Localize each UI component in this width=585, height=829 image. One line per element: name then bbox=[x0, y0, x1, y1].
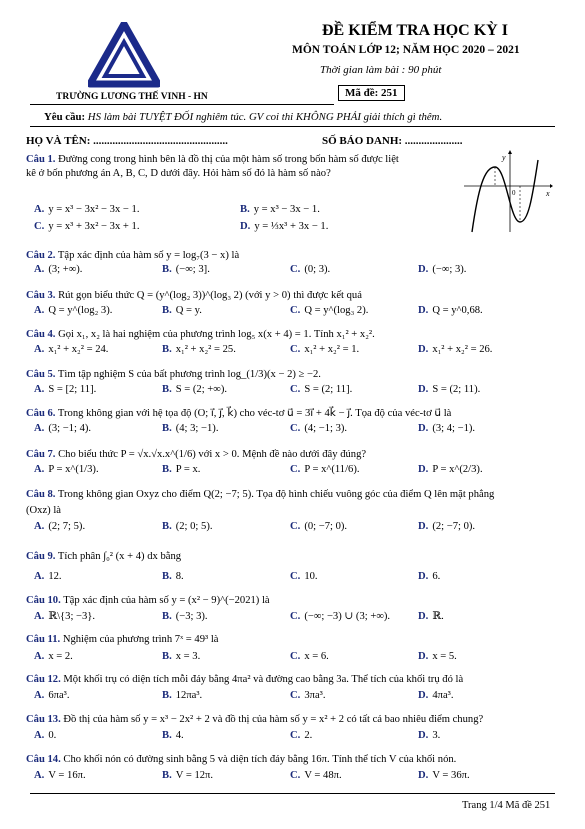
answer-text: (4; 3; −1). bbox=[175, 423, 219, 434]
divider-bottom bbox=[30, 793, 555, 794]
answer-text: (−∞; −3) ∪ (3; +∞). bbox=[304, 611, 391, 622]
answer-text: x₁² + x₂² = 24. bbox=[48, 344, 109, 355]
answer-option bbox=[418, 520, 475, 533]
answer-letter: B. bbox=[240, 204, 250, 215]
answer-text: 4. bbox=[175, 730, 184, 741]
answer-letter: D. bbox=[418, 571, 429, 582]
answer-letter: C. bbox=[290, 571, 301, 582]
answer-option bbox=[418, 263, 466, 276]
answer-letter: A. bbox=[34, 730, 45, 741]
answer-option bbox=[290, 304, 368, 317]
answer-option bbox=[34, 610, 95, 623]
answer-option bbox=[290, 769, 342, 782]
answer-option bbox=[162, 383, 227, 396]
answer-text: (−3; 3). bbox=[175, 611, 208, 622]
answer-letter: B. bbox=[162, 423, 172, 434]
answer-option bbox=[34, 304, 112, 317]
answer-option bbox=[162, 422, 218, 435]
answer-option bbox=[162, 520, 213, 533]
question-text: Tích phân ∫₀² (x + 4) dx bằng bbox=[57, 551, 182, 562]
answer-letter: B. bbox=[162, 611, 172, 622]
answer-text: V = 36π. bbox=[432, 770, 470, 781]
question-14 bbox=[26, 753, 456, 766]
question-3 bbox=[26, 289, 362, 302]
answer-letter: A. bbox=[34, 384, 45, 395]
question-2 bbox=[26, 249, 239, 262]
answer-text: y = x³ + 3x² − 3x + 1. bbox=[48, 221, 140, 232]
answer-text: (0; −7; 0). bbox=[304, 521, 348, 532]
answer-option bbox=[34, 463, 99, 476]
answer-text: 4πa³. bbox=[432, 690, 454, 701]
answer-option bbox=[162, 463, 200, 476]
answer-letter: D. bbox=[418, 611, 429, 622]
question-number: Câu 13. bbox=[26, 714, 61, 725]
answer-text: S = (2; +∞). bbox=[175, 384, 228, 395]
answer-option bbox=[290, 520, 347, 533]
answer-option bbox=[162, 570, 184, 583]
graph-origin-label: 0 bbox=[512, 189, 516, 197]
answer-text: Q = y^(log₂ 3). bbox=[48, 305, 113, 316]
answer-option bbox=[418, 769, 470, 782]
answer-option bbox=[418, 650, 457, 663]
answer-text: (3; 4; −1). bbox=[432, 423, 476, 434]
answer-text: x = 2. bbox=[48, 651, 73, 662]
answer-letter: C. bbox=[290, 464, 301, 475]
answer-text: 12πa³. bbox=[175, 690, 203, 701]
answer-text: (0; 3). bbox=[304, 264, 331, 275]
answer-letter: C. bbox=[290, 770, 301, 781]
question-6 bbox=[26, 407, 451, 420]
answer-letter: C. bbox=[290, 521, 301, 532]
answer-text: (2; 0; 5). bbox=[175, 521, 213, 532]
answer-option bbox=[34, 263, 82, 276]
answer-letter: B. bbox=[162, 730, 172, 741]
answer-text: S = (2; 11]. bbox=[304, 384, 353, 395]
question-text: Cho biểu thức P = √x.√x.x^(1/6) với x > 0. Mệnh đề nào dưới đây đúng? bbox=[58, 449, 367, 460]
answer-letter: B. bbox=[162, 651, 172, 662]
answer-text: V = 12π. bbox=[175, 770, 214, 781]
answer-text: x₁² + x₂² = 1. bbox=[304, 344, 360, 355]
school-name: TRƯỜNG LƯƠNG THẾ VINH - HN bbox=[56, 92, 208, 102]
answer-text: 0. bbox=[48, 730, 57, 741]
answer-option bbox=[418, 689, 454, 702]
answer-text: (2; −7; 0). bbox=[432, 521, 476, 532]
answer-letter: C. bbox=[290, 305, 301, 316]
requirement-label: Yêu cầu: bbox=[44, 111, 86, 123]
question-text: Rút gọn biểu thức Q = (y^(log₂ 3))^(log₃ 2) (với y > 0) thì được kết quả bbox=[58, 290, 362, 301]
question-7 bbox=[26, 448, 366, 461]
answer-option bbox=[418, 304, 483, 317]
question-number: Câu 9. bbox=[26, 551, 56, 562]
answer-option bbox=[290, 343, 359, 356]
question-text: Tập xác định của hàm số y = log₇(3 − x) là bbox=[57, 250, 240, 261]
graph-y-label: y bbox=[502, 153, 506, 162]
question-number: Câu 3. bbox=[26, 290, 56, 301]
answer-text: S = (2; 11). bbox=[432, 384, 481, 395]
page-footer: Trang 1/4 Mã đề 251 bbox=[462, 800, 551, 811]
answer-letter: C. bbox=[290, 730, 301, 741]
answer-text: x = 5. bbox=[432, 651, 457, 662]
answer-letter: B. bbox=[162, 264, 172, 275]
question-4 bbox=[26, 328, 375, 341]
q1-graph bbox=[462, 150, 554, 234]
answer-text: 12. bbox=[48, 571, 62, 582]
answer-option bbox=[34, 769, 86, 782]
answer-option bbox=[162, 304, 202, 317]
question-number: Câu 2. bbox=[26, 250, 56, 261]
question-number: Câu 12. bbox=[26, 674, 61, 685]
answer-option bbox=[418, 570, 440, 583]
question-text: Trong không gian với hệ tọa độ (O; i⃗, j⃗, k⃗) cho véc-tơ u⃗ = 3i⃗ + 4k⃗ − j⃗. Tọa độ của véc-tơ u⃗ là bbox=[57, 408, 452, 419]
answer-text: (3; −1; 4). bbox=[48, 423, 92, 434]
answer-letter: C. bbox=[290, 264, 301, 275]
exam-subtitle: MÔN TOÁN LỚP 12; NĂM HỌC 2020 – 2021 bbox=[292, 44, 520, 56]
question-text: Một khối trụ có diện tích mỗi đáy bằng 4πa² và đường cao bằng 3a. Thể tích của khối trụ đó là bbox=[63, 674, 464, 685]
question-8 bbox=[26, 488, 494, 501]
question-9 bbox=[26, 550, 181, 563]
answer-letter: D. bbox=[418, 464, 429, 475]
answer-letter: B. bbox=[162, 384, 172, 395]
answer-option bbox=[34, 729, 56, 742]
answer-text: x₁² + x₂² = 25. bbox=[175, 344, 236, 355]
answer-option bbox=[162, 729, 184, 742]
answer-option bbox=[162, 343, 236, 356]
school-logo bbox=[88, 22, 160, 88]
question-text: Gọi x₁, x₂ là hai nghiệm của phương trình log₅ x(x + 4) = 1. Tính x₁² + x₂². bbox=[58, 329, 375, 340]
question-number: Câu 6. bbox=[26, 408, 56, 419]
answer-text: S = [2; 11]. bbox=[48, 384, 97, 395]
answer-text: P = x^(2/3). bbox=[432, 464, 483, 475]
answer-option bbox=[34, 570, 62, 583]
question-number: Câu 5. bbox=[26, 369, 56, 380]
answer-option bbox=[418, 383, 480, 396]
question-text: Cho khối nón có đường sinh bằng 5 và diện tích đáy bằng 16π. Tính thể tích V của khối nón. bbox=[63, 754, 457, 765]
answer-text: (2; 7; 5). bbox=[48, 521, 86, 532]
answer-text: (−∞; 3]. bbox=[175, 264, 210, 275]
answer-letter: B. bbox=[162, 464, 172, 475]
answer-letter: D. bbox=[240, 221, 251, 232]
answer-option bbox=[290, 570, 318, 583]
answer-text: ℝ. bbox=[432, 611, 444, 622]
answer-letter: D. bbox=[418, 651, 429, 662]
answer-letter: D. bbox=[418, 770, 429, 781]
answer-letter: D. bbox=[418, 690, 429, 701]
question-number: Câu 8. bbox=[26, 489, 56, 500]
requirement-text: HS làm bài TUYỆT ĐỐI nghiêm túc. GV coi thi KHÔNG PHẢI giải thích gì thêm. bbox=[87, 111, 443, 123]
answer-text: V = 16π. bbox=[48, 770, 86, 781]
answer-text: (3; +∞). bbox=[48, 264, 83, 275]
question-number: Câu 4. bbox=[26, 329, 56, 340]
answer-text: Q = y^0,68. bbox=[432, 305, 483, 316]
answer-letter: C. bbox=[290, 611, 301, 622]
answer-text: P = x^(1/3). bbox=[48, 464, 99, 475]
answer-text: V = 48π. bbox=[304, 770, 342, 781]
answer-text: P = x. bbox=[175, 464, 201, 475]
answer-option bbox=[418, 343, 492, 356]
answer-text: x = 3. bbox=[175, 651, 201, 662]
answer-letter: A. bbox=[34, 611, 45, 622]
question-text: Đường cong trong hình bên là đồ thị của một hàm số trong bốn hàm số được liệt bbox=[58, 154, 399, 165]
requirement-line bbox=[44, 111, 442, 123]
answer-option bbox=[240, 203, 320, 216]
exam-time: Thời gian làm bài : 90 phút bbox=[320, 64, 442, 76]
question-text-cont: kê ở bốn phương án A, B, C, D dưới đây. Hỏi hàm số đó là hàm số nào? bbox=[26, 168, 331, 179]
answer-letter: D. bbox=[418, 384, 429, 395]
answer-option bbox=[418, 463, 483, 476]
answer-letter: C. bbox=[290, 690, 301, 701]
answer-letter: A. bbox=[34, 521, 45, 532]
answer-letter: A. bbox=[34, 305, 45, 316]
answer-letter: A. bbox=[34, 571, 45, 582]
answer-text: y = ⅓x³ + 3x − 1. bbox=[254, 221, 329, 232]
answer-letter: B. bbox=[162, 690, 172, 701]
answer-option bbox=[418, 610, 444, 623]
question-number: Câu 1. bbox=[26, 154, 56, 165]
answer-letter: A. bbox=[34, 651, 45, 662]
answer-letter: B. bbox=[162, 571, 172, 582]
question-1 bbox=[26, 153, 399, 166]
sbd-field: SỐ BÁO DANH: ..................... bbox=[322, 135, 463, 147]
question-13 bbox=[26, 713, 483, 726]
answer-option bbox=[162, 650, 200, 663]
answer-text: P = x^(11/6). bbox=[304, 464, 360, 475]
answer-option bbox=[34, 520, 85, 533]
answer-text: 3πa³. bbox=[304, 690, 326, 701]
answer-option bbox=[162, 689, 202, 702]
answer-letter: A. bbox=[34, 464, 45, 475]
answer-option bbox=[290, 383, 352, 396]
answer-option bbox=[240, 220, 328, 233]
answer-option bbox=[162, 610, 208, 623]
answer-letter: A. bbox=[34, 690, 45, 701]
answer-text: 6πa³. bbox=[48, 690, 70, 701]
answer-option bbox=[290, 610, 390, 623]
answer-text: (−∞; 3). bbox=[432, 264, 467, 275]
answer-option bbox=[290, 650, 329, 663]
answer-letter: B. bbox=[162, 770, 172, 781]
answer-letter: B. bbox=[162, 344, 172, 355]
question-11 bbox=[26, 633, 218, 646]
answer-option bbox=[162, 263, 210, 276]
question-text: Đồ thị của hàm số y = x³ − 2x² + 2 và đồ thị của hàm số y = x² + 2 có tất cả bao nhiêu điểm chung? bbox=[63, 714, 484, 725]
answer-option bbox=[290, 263, 330, 276]
graph-x-label: x bbox=[546, 189, 550, 198]
question-10 bbox=[26, 594, 270, 607]
answer-option bbox=[162, 769, 213, 782]
question-number: Câu 10. bbox=[26, 595, 61, 606]
answer-letter: B. bbox=[162, 305, 172, 316]
name-field: HỌ VÀ TÊN: ................................................. bbox=[26, 135, 228, 147]
question-text: Tập xác định của hàm số y = (x² − 9)^(−2021) là bbox=[63, 595, 270, 606]
answer-letter: D. bbox=[418, 730, 429, 741]
answer-letter: D. bbox=[418, 344, 429, 355]
answer-option bbox=[418, 729, 440, 742]
answer-letter: D. bbox=[418, 264, 429, 275]
answer-letter: B. bbox=[162, 521, 172, 532]
answer-letter: A. bbox=[34, 264, 45, 275]
answer-option bbox=[34, 689, 70, 702]
school-underline bbox=[30, 104, 334, 105]
answer-letter: C. bbox=[290, 651, 301, 662]
answer-text: 3. bbox=[432, 730, 441, 741]
answer-option bbox=[34, 383, 96, 396]
answer-letter: C. bbox=[290, 384, 301, 395]
answer-option bbox=[290, 689, 326, 702]
answer-letter: A. bbox=[34, 423, 45, 434]
exam-title: ĐỀ KIỂM TRA HỌC KỲ I bbox=[322, 22, 508, 39]
answer-text: Q = y. bbox=[175, 305, 202, 316]
answer-letter: D. bbox=[418, 423, 429, 434]
answer-text: (4; −1; 3). bbox=[304, 423, 348, 434]
answer-text: x₁² + x₂² = 26. bbox=[432, 344, 493, 355]
question-number: Câu 11. bbox=[26, 634, 61, 645]
question-text: Trong không gian Oxyz cho điểm Q(2; −7; 5). Tọa độ hình chiếu vuông góc của điểm Q lên mặt phẳng bbox=[57, 489, 495, 500]
question-12 bbox=[26, 673, 463, 686]
answer-text: 8. bbox=[175, 571, 184, 582]
answer-letter: C. bbox=[290, 344, 301, 355]
answer-text: 6. bbox=[432, 571, 441, 582]
answer-letter: A. bbox=[34, 204, 45, 215]
answer-text: y = x³ − 3x − 1. bbox=[253, 204, 320, 215]
answer-option bbox=[290, 463, 360, 476]
answer-option bbox=[290, 422, 347, 435]
question-text: Tìm tập nghiệm S của bất phương trình log_(1/3)(x − 2) ≥ −2. bbox=[57, 369, 321, 380]
answer-text: x = 6. bbox=[304, 651, 329, 662]
answer-text: Q = y^(log₃ 2). bbox=[304, 305, 369, 316]
answer-letter: D. bbox=[418, 521, 429, 532]
answer-option bbox=[34, 650, 73, 663]
divider-top bbox=[30, 126, 555, 127]
answer-option bbox=[34, 422, 91, 435]
answer-text: 2. bbox=[304, 730, 313, 741]
answer-letter: A. bbox=[34, 770, 45, 781]
answer-letter: A. bbox=[34, 344, 45, 355]
answer-letter: C. bbox=[34, 221, 45, 232]
question-text-cont: (Oxz) là bbox=[26, 505, 61, 516]
question-text: Nghiệm của phương trình 7ˣ = 49³ là bbox=[62, 634, 219, 645]
answer-text: 10. bbox=[304, 571, 318, 582]
answer-option bbox=[34, 220, 139, 233]
answer-option bbox=[418, 422, 475, 435]
question-5 bbox=[26, 368, 321, 381]
answer-letter: D. bbox=[418, 305, 429, 316]
answer-option bbox=[34, 343, 108, 356]
answer-text: ℝ\{3; −3}. bbox=[48, 611, 96, 622]
answer-option bbox=[290, 729, 312, 742]
answer-letter: C. bbox=[290, 423, 301, 434]
exam-code: Mã đề: 251 bbox=[338, 85, 405, 101]
answer-text: y = x³ − 3x² − 3x − 1. bbox=[48, 204, 140, 215]
question-number: Câu 7. bbox=[26, 449, 56, 460]
answer-option bbox=[34, 203, 139, 216]
question-number: Câu 14. bbox=[26, 754, 61, 765]
